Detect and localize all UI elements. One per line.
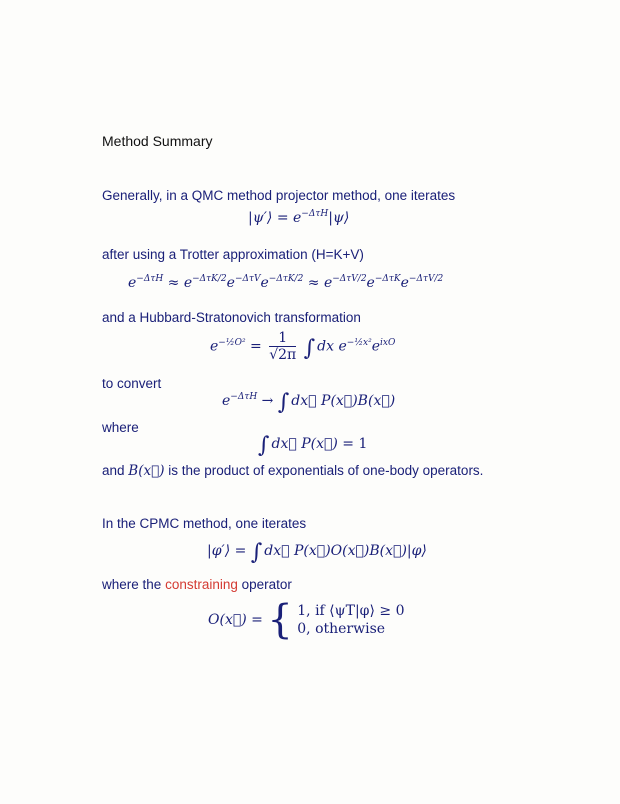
paragraph-one-body: and B(x⃗) is the product of exponentials of one-body operators. — [102, 463, 484, 479]
equation-cpmc: |φ′⟩ = ∫ dx⃗ P(x⃗)O(x⃗)B(x⃗)|φ⟩ — [207, 540, 427, 565]
paragraph-convert: to convert — [102, 376, 162, 391]
paragraph-constraining: where the constraining operator — [102, 577, 292, 592]
equation-trotter: $e^{-\Delta\tau H} \approx e^{-\Delta\tau K/2}e^{-\Delta\tau V}e^{-\Delta\tau K/2} \approx e^{-\Delta\tau V/2}e^{-\Delta\tau K}e^{-\Delta\tau V/2}$ — [128, 274, 444, 291]
paragraph-where: where — [102, 420, 139, 435]
highlighted-word: constraining — [165, 577, 238, 592]
paragraph-cpmc: In the CPMC method, one iterates — [102, 516, 307, 531]
equation-constraint-operator: O(x⃗) = { 1, if ⟨ψT|φ⟩ ≥ 0 0, otherwise — [208, 597, 405, 643]
section-title: Method Summary — [102, 133, 213, 149]
paragraph-hs: and a Hubbard-Stratonovich transformation — [102, 310, 361, 325]
equation-projector: |ψ′⟩ = $e^{-\Delta\tau H}|\psi⟩$ — [248, 209, 350, 226]
paragraph-trotter: after using a Trotter approximation (H=K+V) — [102, 247, 364, 262]
equation-normalization: ∫ dx⃗ P(x⃗) = 1 — [258, 433, 368, 458]
paragraph-intro: Generally, in a QMC method projector method, one iterates — [102, 188, 456, 203]
equation-convert: $e^{-\Delta\tau H}$ → ∫ dx⃗ P(x⃗)B(x⃗) — [222, 390, 396, 415]
equation-hubbard-stratonovich: $e^{-\frac{1}{2}O^2}$ = $\frac{1}{√2\pi}$ ∫ dx $e^{-\frac{1}{2}x^2}e^{ixO}$ — [210, 330, 396, 363]
